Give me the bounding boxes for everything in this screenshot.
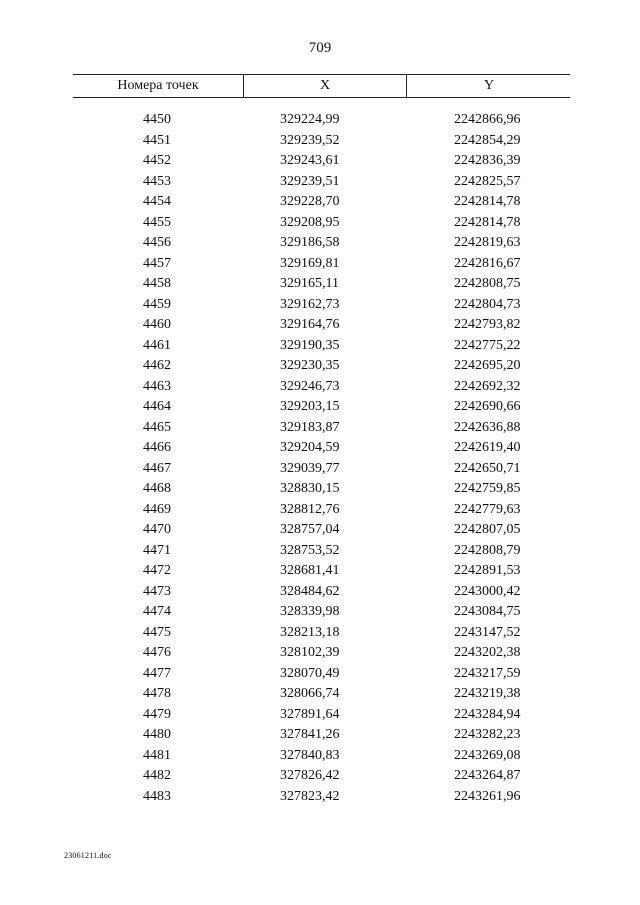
table-row xyxy=(73,274,570,295)
table-row xyxy=(73,397,570,418)
x-coordinate-cell: 328213,18 xyxy=(280,624,340,640)
x-coordinate-cell: 329246,73 xyxy=(280,378,340,394)
table-row xyxy=(73,582,570,603)
y-coordinate-cell: 2242825,57 xyxy=(454,173,521,189)
y-coordinate-cell: 2243284,94 xyxy=(454,706,521,722)
point-number-cell: 4477 xyxy=(143,665,171,681)
x-coordinate-cell: 327823,42 xyxy=(280,788,340,804)
header-point-number: Номера точек xyxy=(117,78,199,93)
point-number-cell: 4459 xyxy=(143,296,171,312)
x-coordinate-cell: 329186,58 xyxy=(280,235,340,250)
y-coordinate-cell: 2242807,05 xyxy=(454,522,521,537)
table-header xyxy=(73,74,570,98)
y-coordinate-cell: 2242814,78 xyxy=(454,194,521,209)
table-row xyxy=(73,110,570,131)
x-coordinate-cell: 328757,04 xyxy=(280,522,340,537)
x-coordinate-cell: 329228,70 xyxy=(280,194,340,209)
y-coordinate-cell: 2243217,59 xyxy=(454,665,521,681)
table-row xyxy=(73,561,570,582)
y-coordinate-cell: 2243261,96 xyxy=(454,788,521,804)
table-row xyxy=(73,705,570,726)
table-row xyxy=(73,787,570,808)
point-number-cell: 4460 xyxy=(143,317,171,332)
table-row xyxy=(73,602,570,623)
point-number-cell: 4458 xyxy=(143,276,171,291)
x-coordinate-cell: 329204,59 xyxy=(280,440,340,455)
page-number: 709 xyxy=(308,40,332,56)
y-coordinate-cell: 2242816,67 xyxy=(454,255,521,271)
x-coordinate-cell: 329190,35 xyxy=(280,337,340,353)
point-number-cell: 4483 xyxy=(143,788,171,804)
x-coordinate-cell: 329165,11 xyxy=(280,276,339,291)
y-coordinate-cell: 2242819,63 xyxy=(454,235,521,250)
table-row xyxy=(73,438,570,459)
y-coordinate-cell: 2242779,63 xyxy=(454,501,521,517)
y-coordinate-cell: 2242775,22 xyxy=(454,337,521,353)
table-row xyxy=(73,766,570,787)
x-coordinate-cell: 329243,61 xyxy=(280,153,340,168)
point-number-cell: 4463 xyxy=(143,378,171,394)
point-number-cell: 4466 xyxy=(143,440,171,455)
y-coordinate-cell: 2242690,66 xyxy=(454,399,521,414)
x-coordinate-cell: 329162,73 xyxy=(280,296,340,312)
x-coordinate-cell: 328070,49 xyxy=(280,665,340,681)
table-row xyxy=(73,315,570,336)
x-coordinate-cell: 328812,76 xyxy=(280,501,340,517)
x-coordinate-cell: 328339,98 xyxy=(280,604,340,619)
point-number-cell: 4478 xyxy=(143,686,171,701)
table-row xyxy=(73,233,570,254)
point-number-cell: 4461 xyxy=(143,337,171,353)
x-coordinate-cell: 329164,76 xyxy=(280,317,340,332)
point-number-cell: 4455 xyxy=(143,214,171,230)
y-coordinate-cell: 2242619,40 xyxy=(454,440,521,455)
point-number-cell: 4465 xyxy=(143,419,171,435)
header-y: Y xyxy=(406,75,571,97)
x-coordinate-cell: 329203,15 xyxy=(280,399,340,414)
y-coordinate-cell: 2243000,42 xyxy=(454,583,521,599)
y-coordinate-cell: 2242650,71 xyxy=(454,460,521,476)
table-row xyxy=(73,254,570,275)
point-number-cell: 4472 xyxy=(143,563,171,578)
point-number-cell: 4475 xyxy=(143,624,171,640)
table-row xyxy=(73,664,570,685)
y-coordinate-cell: 2242804,73 xyxy=(454,296,521,312)
x-coordinate-cell: 327841,26 xyxy=(280,727,340,742)
x-coordinate-cell: 329169,81 xyxy=(280,255,340,271)
table-row xyxy=(73,520,570,541)
x-coordinate-cell: 327891,64 xyxy=(280,706,340,722)
y-coordinate-cell: 2242854,29 xyxy=(454,132,521,148)
y-coordinate-cell: 2242793,82 xyxy=(454,317,521,332)
point-number-cell: 4456 xyxy=(143,235,171,250)
point-number-cell: 4481 xyxy=(143,747,171,763)
y-coordinate-cell: 2243264,87 xyxy=(454,768,521,783)
table-row xyxy=(73,746,570,767)
x-coordinate-cell: 329239,52 xyxy=(280,132,340,148)
x-coordinate-cell: 329230,35 xyxy=(280,358,340,373)
y-coordinate-cell: 2242692,32 xyxy=(454,378,521,394)
table-row xyxy=(73,336,570,357)
point-number-cell: 4479 xyxy=(143,706,171,722)
table-row xyxy=(73,151,570,172)
y-coordinate-cell: 2242836,39 xyxy=(454,153,521,168)
footer-filename: 23061211.doc xyxy=(64,851,112,860)
y-coordinate-cell: 2243269,08 xyxy=(454,747,521,763)
table-row xyxy=(73,541,570,562)
point-number-cell: 4480 xyxy=(143,727,171,742)
point-number-cell: 4482 xyxy=(143,768,171,783)
x-coordinate-cell: 327840,83 xyxy=(280,747,340,763)
y-coordinate-cell: 2242808,75 xyxy=(454,276,521,291)
table-row xyxy=(73,684,570,705)
y-coordinate-cell: 2243282,23 xyxy=(454,727,521,742)
table-row xyxy=(73,459,570,480)
table-row xyxy=(73,479,570,500)
y-coordinate-cell: 2242759,85 xyxy=(454,481,521,496)
x-coordinate-cell: 329224,99 xyxy=(280,112,340,127)
table-row xyxy=(73,213,570,234)
y-coordinate-cell: 2242636,88 xyxy=(454,419,521,435)
x-coordinate-cell: 328681,41 xyxy=(280,563,340,578)
y-coordinate-cell: 2242814,78 xyxy=(454,214,521,230)
table-body xyxy=(73,110,570,807)
y-coordinate-cell: 2242695,20 xyxy=(454,358,521,373)
x-coordinate-cell: 329183,87 xyxy=(280,419,340,435)
table-row xyxy=(73,192,570,213)
point-number-cell: 4474 xyxy=(143,604,171,619)
y-coordinate-cell: 2242808,79 xyxy=(454,542,521,558)
point-number-cell: 4453 xyxy=(143,173,171,189)
point-number-cell: 4471 xyxy=(143,542,171,558)
point-number-cell: 4476 xyxy=(143,645,171,660)
table-row xyxy=(73,643,570,664)
x-coordinate-cell: 327826,42 xyxy=(280,768,340,783)
x-coordinate-cell: 328753,52 xyxy=(280,542,340,558)
point-number-cell: 4451 xyxy=(143,132,171,148)
y-coordinate-cell: 2243147,52 xyxy=(454,624,521,640)
point-number-cell: 4452 xyxy=(143,153,171,168)
x-coordinate-cell: 329039,77 xyxy=(280,460,340,476)
x-coordinate-cell: 328830,15 xyxy=(280,481,340,496)
point-number-cell: 4468 xyxy=(143,481,171,496)
y-coordinate-cell: 2243202,38 xyxy=(454,645,521,660)
table-row xyxy=(73,295,570,316)
point-number-cell: 4454 xyxy=(143,194,171,209)
point-number-cell: 4470 xyxy=(143,522,171,537)
table-row xyxy=(73,131,570,152)
table-row xyxy=(73,725,570,746)
point-number-cell: 4469 xyxy=(143,501,171,517)
x-coordinate-cell: 329208,95 xyxy=(280,214,340,230)
point-number-cell: 4467 xyxy=(143,460,171,476)
x-coordinate-cell: 328484,62 xyxy=(280,583,340,599)
table-row xyxy=(73,623,570,644)
table-row xyxy=(73,377,570,398)
point-number-cell: 4473 xyxy=(143,583,171,599)
point-number-cell: 4450 xyxy=(143,112,171,127)
table-row xyxy=(73,356,570,377)
header-x: X xyxy=(243,75,406,97)
y-coordinate-cell: 2243219,38 xyxy=(454,686,521,701)
x-coordinate-cell: 328066,74 xyxy=(280,686,340,701)
point-number-cell: 4464 xyxy=(143,399,171,414)
point-number-cell: 4462 xyxy=(143,358,171,373)
y-coordinate-cell: 2243084,75 xyxy=(454,604,521,619)
table-row xyxy=(73,418,570,439)
table-row xyxy=(73,500,570,521)
y-coordinate-cell: 2242866,96 xyxy=(454,112,521,127)
y-coordinate-cell: 2242891,53 xyxy=(454,563,521,578)
table-row xyxy=(73,172,570,193)
point-number-cell: 4457 xyxy=(143,255,171,271)
x-coordinate-cell: 329239,51 xyxy=(280,173,340,189)
x-coordinate-cell: 328102,39 xyxy=(280,645,340,660)
